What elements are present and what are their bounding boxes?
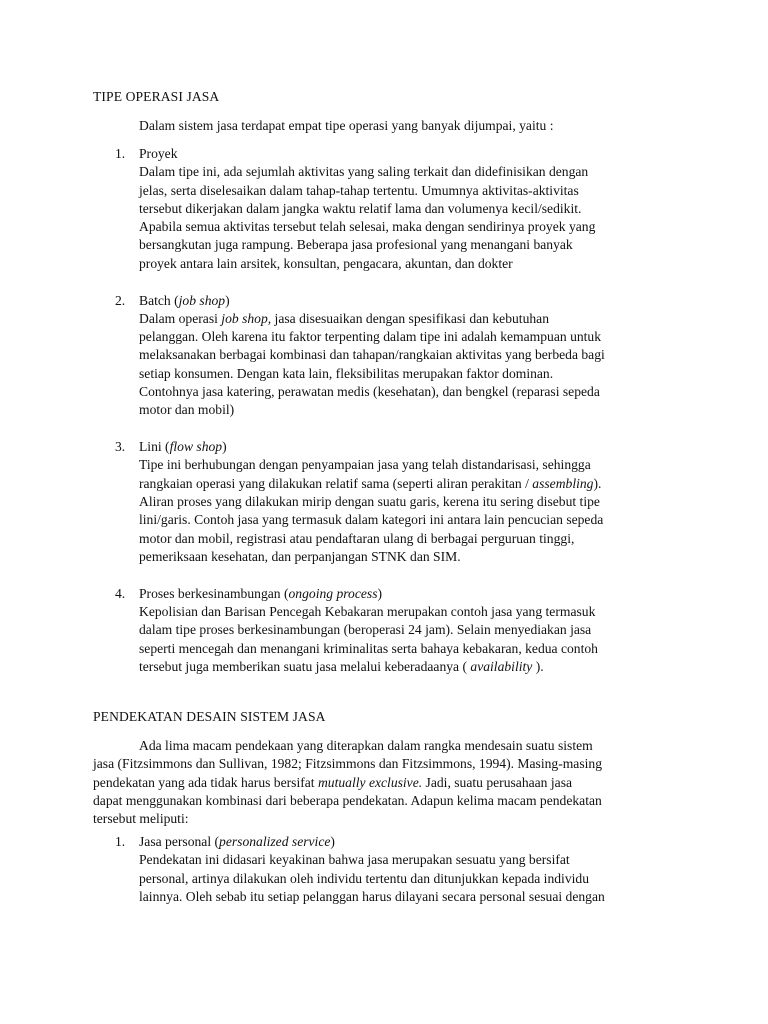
italic-text: job shop xyxy=(178,292,226,308)
text-run: proyek antara lain arsitek, konsultan, pengacara, akuntan, dan dokter xyxy=(139,255,513,271)
section-heading-tipe-operasi: TIPE OPERASI JASA xyxy=(93,89,220,104)
section-heading-pendekatan: PENDEKATAN DESAIN SISTEM JASA xyxy=(93,709,326,724)
list-item xyxy=(0,145,679,273)
text-run: Lini ( xyxy=(139,439,170,455)
text-run: dalam tipe proses berkesinambungan (beroperasi 24 jam). Selain menyediakan jasa xyxy=(139,622,592,638)
italic-text: job shop, xyxy=(221,310,272,326)
list-item-text-line xyxy=(139,236,679,254)
list-item-title xyxy=(139,292,679,310)
list-item-text-line xyxy=(139,383,679,401)
text-run: Ada lima macam pendekaan yang diterapkan dalam rangka mendesain suatu sistem xyxy=(139,738,593,753)
text-run: jelas, serta diselesaikan dalam tahap-tahap tertentu. Umumnya aktivitas-aktivitas xyxy=(139,182,579,198)
paragraph-line xyxy=(93,792,683,810)
list-item-text-line xyxy=(139,310,679,328)
list-item-text-line xyxy=(139,346,679,364)
list-item-text-line xyxy=(139,870,679,888)
text-run: lini/garis. Contoh jasa yang termasuk dalam kategori ini antara lain pencucian sepeda xyxy=(139,512,604,528)
list-item-number: 1. xyxy=(115,146,126,161)
section-paragraph xyxy=(93,737,683,828)
text-run: Pendekatan ini didasari keyakinan bahwa jasa merupakan sesuatu yang bersifat xyxy=(139,852,570,868)
list-item xyxy=(0,833,679,906)
list-item-number: 3. xyxy=(115,439,126,455)
list-item-text-line xyxy=(139,548,679,566)
list-item-text-line xyxy=(139,182,679,200)
list-item-body xyxy=(139,438,679,566)
list-item xyxy=(0,438,679,566)
list-item-text-line xyxy=(139,475,679,493)
italic-text: flow shop xyxy=(169,439,223,455)
text-run: setiap konsumen. Dengan kata lain, fleksibilitas merupakan faktor dominan. xyxy=(139,365,554,381)
text-run: Dalam operasi xyxy=(139,310,222,326)
text-run: rangkaian operasi yang dilakukan relatif sama (seperti aliran perakitan / xyxy=(139,475,533,491)
list-item-body xyxy=(139,292,679,420)
text-run: tersebut juga memberikan suatu jasa melalui keberadaanya ( xyxy=(139,658,471,674)
text-run: ) xyxy=(377,585,383,601)
text-run: pemeriksaan kesehatan, dan perpanjangan STNK dan SIM. xyxy=(139,548,461,564)
text-run: Proyek xyxy=(139,146,178,161)
list-item-title xyxy=(139,438,679,456)
text-run: pendekatan yang ada tidak harus bersifat xyxy=(93,774,318,790)
italic-text: assembling xyxy=(532,475,594,491)
text-run: Proses berkesinambungan ( xyxy=(139,585,289,601)
list-item-title xyxy=(139,585,679,603)
text-run: Contohnya jasa katering, perawatan medis (kesehatan), dan bengkel (reparasi sepeda xyxy=(139,384,600,400)
design-approaches-list xyxy=(0,833,679,906)
text-run: Aliran proses yang dilakukan mirip dengan suatu garis, kerena itu sering disebut tipe xyxy=(139,494,600,510)
list-item-body xyxy=(139,833,679,906)
list-item-text-line xyxy=(139,401,679,419)
text-run: Jadi, suatu perusahaan jasa xyxy=(422,774,573,790)
text-run: ) xyxy=(225,292,230,308)
list-item-text-line xyxy=(139,255,679,273)
list-item-text-line xyxy=(139,851,679,869)
list-item-text-line xyxy=(139,511,679,529)
list-item-body xyxy=(139,585,679,676)
text-run: Apabila semua aktivitas tersebut telah selesai, maka dengan sendirinya proyek yang xyxy=(139,219,596,235)
text-run: Batch ( xyxy=(139,292,179,308)
list-item-text-line xyxy=(139,218,679,236)
list-item-text-line xyxy=(139,328,679,346)
section-intro: Dalam sistem jasa terdapat empat tipe operasi yang banyak dijumpai, yaitu : xyxy=(139,118,554,133)
list-item-text-line xyxy=(139,493,679,511)
text-run: tersebut meliputi: xyxy=(93,811,189,827)
list-item-text-line xyxy=(139,530,679,548)
text-run: pelanggan. Oleh karena itu faktor terpenting dalam tipe ini adalah kemampuan untuk xyxy=(139,329,602,345)
text-run: dapat menggunakan kombinasi dari beberapa pendekatan. Adapun kelima macam pendekatan xyxy=(93,792,602,808)
text-run: ) xyxy=(330,834,335,849)
italic-text: ongoing process xyxy=(288,585,378,601)
operation-types-list xyxy=(0,145,679,695)
text-run: lainnya. Oleh sebab itu setiap pelanggan harus dilayani secara personal sesuai dengan xyxy=(139,888,605,904)
text-run: Kepolisian dan Barisan Pencegah Kebakaran merupakan contoh jasa yang termasuk xyxy=(139,604,596,620)
text-run: jasa (Fitzsimmons dan Sullivan, 1982; Fitzsimmons dan Fitzsimmons, 1994). Masing-masing xyxy=(93,756,603,772)
text-run: jasa disesuaikan dengan spesifikasi dan kebutuhan xyxy=(271,310,549,326)
list-item-text-line xyxy=(139,603,679,621)
list-item-number: 2. xyxy=(115,292,126,308)
paragraph-line xyxy=(93,737,683,755)
list-item-title xyxy=(139,833,679,851)
italic-text: availability xyxy=(470,658,533,674)
list-item-text-line xyxy=(139,640,679,658)
list-item-text-line xyxy=(139,200,679,218)
list-item-body xyxy=(139,145,679,273)
list-item-text-line xyxy=(139,163,679,181)
text-run: Jasa personal ( xyxy=(139,834,220,849)
list-item-number: 1. xyxy=(115,834,126,849)
list-item-title xyxy=(139,145,679,163)
paragraph-line xyxy=(93,774,683,792)
text-run: tersebut dikerjakan dalam jangka waktu relatif lama dan volumenya kecil/sedikit. xyxy=(139,200,582,216)
list-item-text-line xyxy=(139,365,679,383)
paragraph-line xyxy=(93,810,683,828)
text-run: motor dan mobil, registrasi atau pendaftaran ulang di berbagai perguruan tinggi, xyxy=(139,530,575,546)
text-run: ). xyxy=(593,475,602,491)
text-run: seperti mencegah dan menangani kriminalitas serta bahaya kebakaran, kedua contoh xyxy=(139,640,598,656)
text-run: melaksanakan berbagai kombinasi dan tahapan/rangkaian aktivitas yang berbeda bagi xyxy=(139,347,605,363)
list-item-text-line xyxy=(139,658,679,676)
list-item xyxy=(0,585,679,676)
paragraph-line xyxy=(93,755,683,773)
list-item-text-line xyxy=(139,888,679,906)
text-run: ) xyxy=(222,439,227,455)
text-run: motor dan mobil) xyxy=(139,402,235,418)
text-run: ). xyxy=(532,658,544,674)
italic-text: mutually exclusive. xyxy=(317,774,423,790)
list-item-text-line xyxy=(139,456,679,474)
list-item-number: 4. xyxy=(115,585,126,601)
text-run: Tipe ini berhubungan dengan penyampaian jasa yang telah distandarisasi, sehingga xyxy=(139,457,591,473)
text-run: Dalam tipe ini, ada sejumlah aktivitas yang saling terkait dan didefinisikan dengan xyxy=(139,164,589,180)
text-run: bersangkutan juga rampung. Beberapa jasa profesional yang menangani banyak xyxy=(139,237,573,253)
list-item xyxy=(0,292,679,420)
text-run: personal, artinya dilakukan oleh individu tertentu dan ditunjukkan kepada individu xyxy=(139,870,589,886)
italic-text: personalized service xyxy=(219,834,331,849)
list-item-text-line xyxy=(139,621,679,639)
